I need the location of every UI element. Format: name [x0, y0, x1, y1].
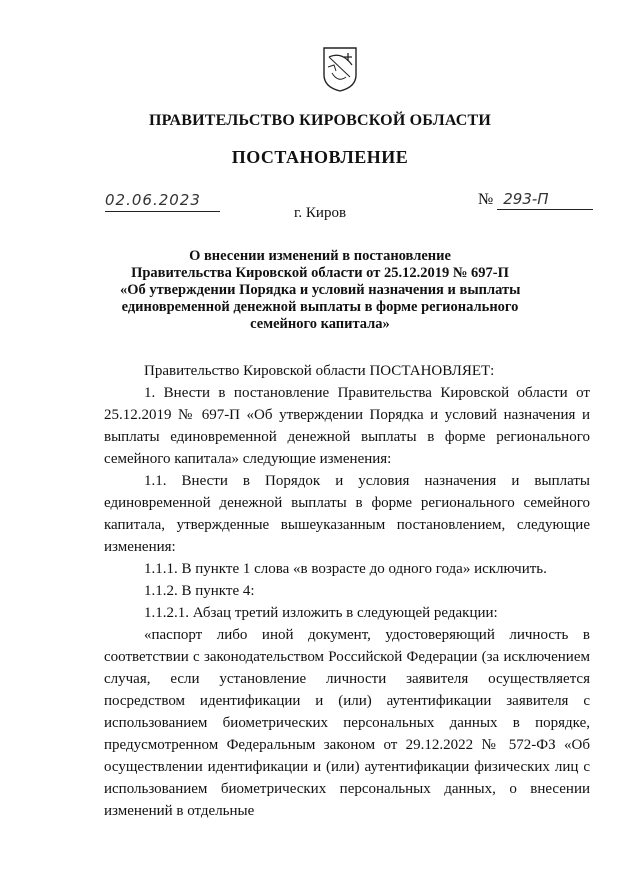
title-line: Правительства Кировской области от 25.12.2019 № 697-П — [131, 265, 509, 281]
document-type: ПОСТАНОВЛЕНИЕ — [231, 147, 409, 167]
city-name: г. Киров — [293, 205, 347, 221]
title-line: единовременной денежной выплаты в форме регионального — [121, 299, 519, 315]
paragraph-1-1-1: 1.1.1. В пункте 1 слова «в возрасте до одного года» исключить. — [144, 561, 547, 577]
quoted-text: «паспорт либо иной документ, удостоверяющий личность в соответствии с законодательством Российской Федерации (за исключением случая, если установление личности заявителя осуществляется посредством идентификации и (или) аутентификации заявителя с использованием биометрических персональных данных в порядке, предусмотренном Федеральным законом от 29.12.2022 № 572-ФЗ «Об осуществлении идентификации и (или) аутентификации физических лиц с использованием биометрических персональных данных, о внесении изменений в отдельные — [104, 627, 590, 819]
title-line: «Об утверждении Порядка и условий назначения и выплаты — [120, 282, 521, 298]
kirov-coat-of-arms-icon — [320, 45, 360, 93]
document-number: 293-П — [497, 189, 593, 210]
paragraph-1: 1. Внести в постановление Правительства Кировской области от 25.12.2019 № 697-П «Об утверждении Порядка и условий назначения и выплаты единовременной денежной выплаты в форме регионального семейного капитала» следующие изменения: — [104, 385, 590, 467]
organization-name: ПРАВИТЕЛЬСТВО КИРОВСКОЙ ОБЛАСТИ — [148, 112, 492, 129]
paragraph-1-1: 1.1. Внести в Порядок и условия назначения и выплаты единовременной денежной выплаты в форме регионального семейного капитала, утвержденные вышеуказанным постановлением, следующие изменения: — [104, 473, 590, 555]
document-title — [120, 248, 520, 333]
title-line: О внесении изменений в постановление — [189, 248, 451, 264]
paragraph-1-1-2: 1.1.2. В пункте 4: — [144, 583, 255, 599]
preamble: Правительство Кировской области ПОСТАНОВЛЯЕТ: — [144, 363, 495, 379]
title-line: семейного капитала» — [250, 316, 390, 332]
document-body — [104, 360, 590, 822]
number-label: № — [478, 191, 494, 208]
document-date: 02.06.2023 — [105, 191, 220, 212]
paragraph-1-1-2-1: 1.1.2.1. Абзац третий изложить в следующей редакции: — [144, 605, 498, 621]
